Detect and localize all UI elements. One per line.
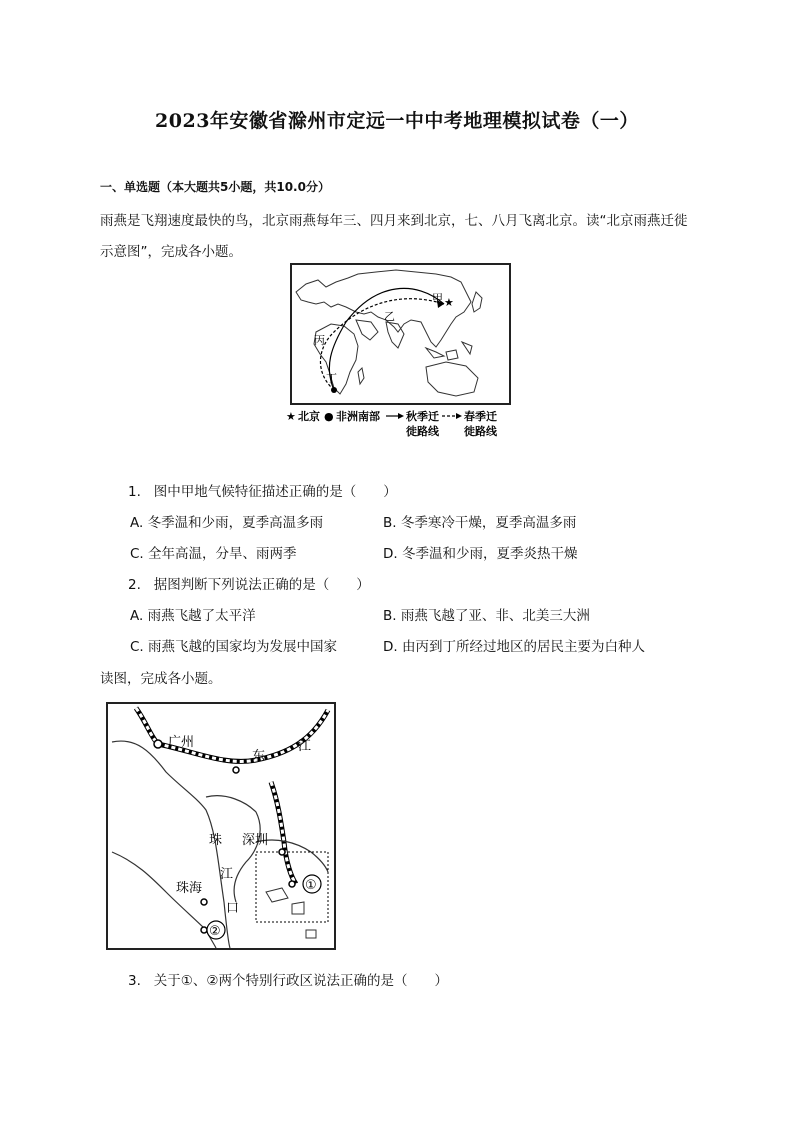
question-1-stem (128, 480, 397, 500)
q1-option-b[interactable]: B. 冬季寒冷干燥，夏季高温多雨 (383, 515, 577, 531)
question-1-number: 1. (128, 484, 141, 500)
q2-option-c[interactable]: C. 雨燕飞越的国家均为发展中国家 (130, 639, 338, 655)
legend-spring-1: 春季迁 (464, 410, 497, 423)
prd-map-drawing (106, 702, 336, 950)
dongguan-dot (233, 767, 239, 773)
legend-drawing (286, 408, 516, 438)
question-3-text: 关于①、②两个特别行政区说法正确的是（ ） (153, 973, 448, 989)
guangzhou-dot (154, 740, 162, 748)
q1-option-a[interactable]: A. 冬季温和少雨，夏季高温多雨 (130, 515, 324, 531)
hongkong-dot (289, 881, 295, 887)
label-marker-1: ① (305, 878, 317, 893)
section-header: 一、单选题（本大题共5小题，共10.0分） (100, 180, 330, 194)
question-2-stem (128, 573, 370, 593)
legend-dashed-arrow (456, 413, 462, 419)
swift-migration-map (286, 262, 516, 408)
legend-africa: 非洲南部 (336, 410, 380, 423)
question-2-number: 2. (128, 577, 141, 593)
shenzhen-dot (279, 849, 285, 855)
world-map-drawing (286, 262, 516, 408)
intro-paragraph: 雨燕是飞翔速度最快的鸟，北京雨燕每年三、四月来到北京，七、八月飞离北京。读“北京雨燕迁徙示意图”，完成各小题。 (100, 213, 688, 260)
pearl-river-delta-map (106, 702, 336, 950)
macau-dot (201, 927, 207, 933)
label-jiang-river: 江 (298, 739, 312, 754)
label-zhuhai: 珠海 (176, 881, 203, 896)
question-1-text: 图中甲地气候特征描述正确的是（ ） (153, 484, 397, 500)
label-guangzhou: 广州 (168, 735, 195, 750)
label-shenzhen: 深圳 (242, 833, 269, 848)
legend-dot: ● (324, 410, 334, 423)
q1-option-c[interactable]: C. 全年高温，分旱、雨两季 (130, 546, 297, 562)
page-title: 2023年安徽省滁州市定远一中中考地理模拟试卷（一） (155, 110, 639, 132)
legend-star: ★ (286, 410, 296, 423)
label-zhu: 珠 (209, 833, 223, 848)
label-kou: 口 (226, 901, 240, 916)
q2-option-d[interactable]: D. 由丙到丁所经过地区的居民主要为白种人 (383, 639, 645, 655)
label-dong: 东 (252, 749, 266, 764)
label-bing: 丙 (314, 334, 325, 347)
label-ding: 丁 (326, 372, 337, 385)
legend-beijing: 北京 (298, 410, 320, 423)
southern-africa-dot (331, 387, 337, 393)
q1-option-d[interactable]: D. 冬季温和少雨，夏季炎热干燥 (383, 546, 578, 562)
q2-option-b[interactable]: B. 雨燕飞越了亚、非、北美三大洲 (383, 608, 590, 624)
question-3-stem (128, 969, 448, 989)
beijing-star: ★ (444, 296, 454, 309)
question-2-text: 据图判断下列说法正确的是（ ） (153, 577, 370, 593)
label-yi: 乙 (384, 310, 395, 323)
label-marker-2: ② (209, 924, 221, 939)
intro-paragraph-2: 读图，完成各小题。 (100, 671, 222, 687)
question-3-number: 3. (128, 973, 141, 989)
map-legend (286, 408, 516, 438)
legend-autumn-1: 秋季迁 (406, 410, 439, 423)
label-jiang-estuary: 江 (220, 867, 234, 882)
legend-spring-2: 徙路线 (464, 425, 497, 438)
legend-solid-arrow (398, 413, 404, 419)
zhuhai-dot (201, 899, 207, 905)
label-jia: 甲 (432, 292, 443, 305)
legend-autumn-2: 徙路线 (406, 425, 439, 438)
q2-option-a[interactable]: A. 雨燕飞越了太平洋 (130, 608, 256, 624)
